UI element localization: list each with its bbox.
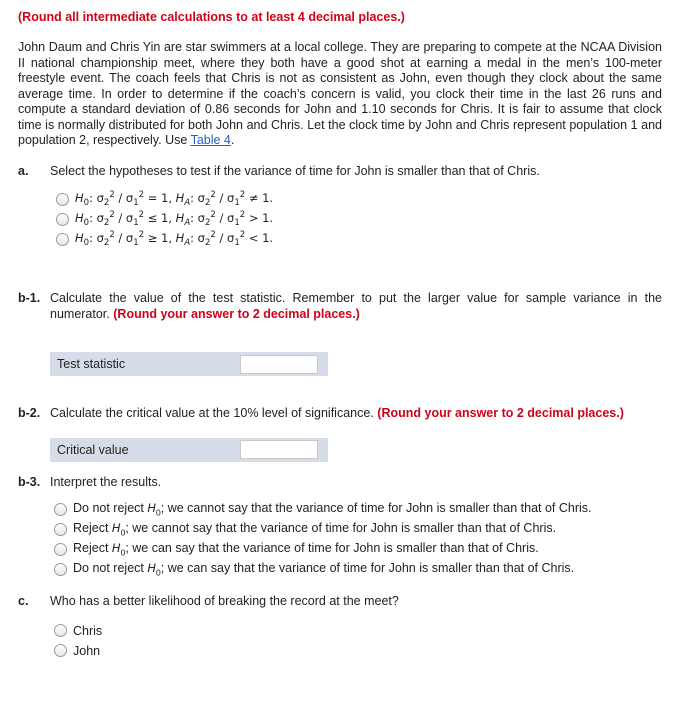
test-statistic-label: Test statistic	[57, 357, 126, 371]
test-statistic-input[interactable]	[240, 355, 318, 374]
interpretation-option-1[interactable]	[54, 499, 662, 519]
critical-value-row	[50, 438, 328, 462]
hypothesis-option-3[interactable]	[56, 229, 662, 249]
radio-button[interactable]	[54, 503, 67, 516]
radio-button[interactable]	[56, 213, 69, 226]
record-option-label: John	[73, 643, 101, 658]
question-c-label: c.	[18, 594, 29, 608]
interpretation-option-3[interactable]	[54, 539, 662, 559]
question-b2-label: b-2.	[18, 406, 41, 420]
record-options	[54, 621, 662, 661]
interpretation-text: Reject $H_0$; we can say that the variance of time for John is smaller than that of Chris.	[73, 540, 539, 558]
interpretation-text: Do not reject $H_0$; we can say that the variance of time for John is smaller than that of Chris.	[73, 560, 575, 578]
question-c-text: Who has a better likelihood of breaking the record at the meet?	[50, 594, 399, 608]
interpretation-option-4[interactable]	[54, 559, 662, 579]
critical-value-label: Critical value	[57, 442, 129, 457]
radio-button[interactable]	[54, 624, 67, 637]
problem-intro: John Daum and Chris Yin are star swimmers at a local college. They are preparing to compete at the NCAA Division II national championship meet, where they both have a good shot at earning a medal in the men’s 100-meter freestyle event. The coach feels that Chris is not as consistent as John, even though they clock about the same average time. In order to determine if the coach’s concern is valid, you clock their time in the last 26 runs and compute a standard deviation of 0.86 seconds for John and 1.10 seconds for Chris. It is fair to assume that clock time is normally distributed for both John and Chris. Let the clock time by John and Chris represent population 1 and population 2, respectively. Use Table 4.	[18, 40, 662, 147]
table-4-link[interactable]: Table 4	[190, 133, 231, 147]
radio-button[interactable]	[54, 523, 67, 536]
hypothesis-option-2[interactable]	[56, 209, 662, 229]
question-b3	[18, 475, 662, 491]
question-b1-text: Calculate the value of the test statistic. Remember to put the larger value for sample variance in the numerator. (Round your answer to 2 decimal places.)	[50, 291, 662, 321]
interpretation-option-2[interactable]	[54, 519, 662, 539]
hypothesis-text: $H_0$: $\sigma_2^2 / \sigma_1^2 \le 1$, $H_A$: $\sigma_2^2 / \sigma_1^2 > 1$.	[75, 209, 274, 229]
interpretation-text: Reject $H_0$; we cannot say that the variance of time for John is smaller than that of Chris.	[73, 520, 557, 538]
question-a-text: Select the hypotheses to test if the variance of time for John is smaller than that of Chris.	[50, 163, 540, 178]
interpretation-text: Do not reject $H_0$; we cannot say that the variance of time for John is smaller than that of Chris.	[73, 500, 592, 518]
question-b3-text: Interpret the results.	[50, 474, 162, 489]
question-b2	[18, 406, 662, 422]
intro-text: John Daum and Chris Yin are star swimmers at a local college. They are preparing to compete at the NCAA Division II national championship meet, where they both have a good shot at earning a medal in the men’s 100-meter freestyle event. The coach feels that Chris is not as consistent as John, even though they clock about the same average time. In order to determine if the coach’s concern is valid, you clock their time in the last 26 runs and compute a standard deviation of 0.86 seconds for John and 1.10 seconds for Chris. It is fair to assume that clock time is normally distributed for both John and Chris. Let the clock time by John and Chris represent population 1 and population 2, respectively. Use	[18, 40, 662, 147]
record-option-john[interactable]	[54, 641, 662, 661]
record-option-label: Chris	[73, 623, 103, 638]
hypothesis-text: $H_0$: $\sigma_2^2 / \sigma_1^2 \ge 1$, $H_A$: $\sigma_2^2 / \sigma_1^2 < 1$.	[75, 229, 274, 249]
question-b1-label: b-1.	[18, 291, 41, 305]
test-statistic-row	[50, 352, 328, 376]
question-a	[18, 164, 662, 180]
radio-button[interactable]	[54, 543, 67, 556]
question-c	[18, 594, 662, 610]
question-b3-label: b-3.	[18, 474, 41, 489]
radio-button[interactable]	[54, 563, 67, 576]
question-a-label: a.	[18, 163, 29, 178]
radio-button[interactable]	[56, 233, 69, 246]
question-b1	[18, 291, 662, 322]
radio-button[interactable]	[56, 193, 69, 206]
rounding-note: (Round all intermediate calculations to at least 4 decimal places.)	[18, 10, 405, 24]
radio-button[interactable]	[54, 644, 67, 657]
record-option-chris[interactable]	[54, 621, 662, 641]
question-b1-round-note: (Round your answer to 2 decimal places.)	[113, 306, 360, 321]
hypothesis-option-1[interactable]	[56, 189, 662, 209]
question-b2-text: Calculate the critical value at the 10% level of significance. (Round your answer to 2 decimal places.)	[50, 406, 624, 420]
question-b2-round-note: (Round your answer to 2 decimal places.)	[377, 406, 624, 420]
critical-value-input[interactable]	[240, 440, 318, 459]
hypotheses-options	[56, 189, 662, 249]
interpretation-options	[54, 499, 662, 579]
hypothesis-text: $H_0$: $\sigma_2^2 / \sigma_1^2 = 1$, $H_A$: $\sigma_2^2 / \sigma_1^2 \ne 1$.	[75, 189, 274, 209]
